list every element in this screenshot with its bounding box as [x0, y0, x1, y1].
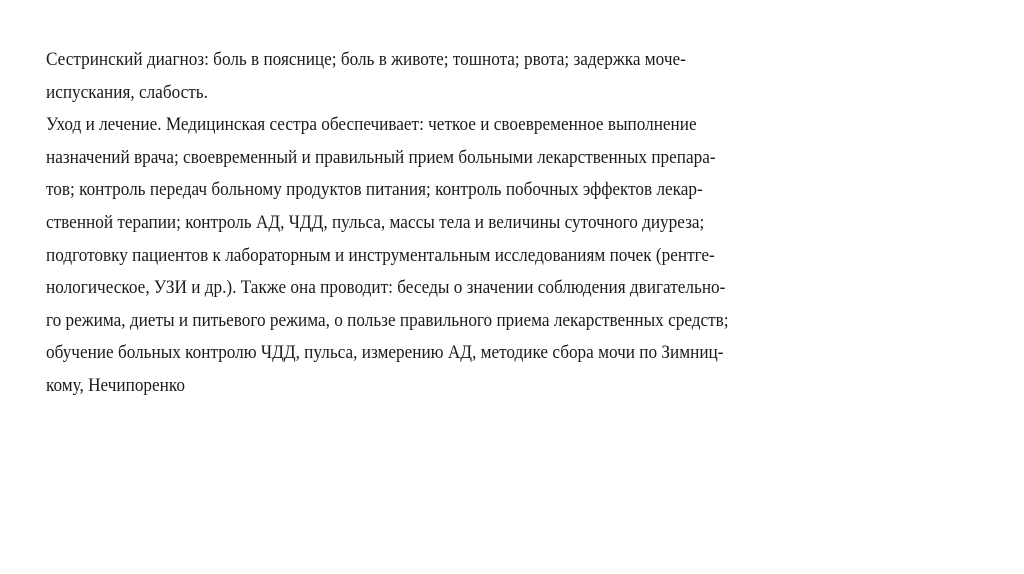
text-line: подготовку пациентов к лабораторным и инструментальным исследованиям почек (рентге-	[46, 245, 715, 266]
body-text	[46, 44, 883, 403]
text-line: назначений врача; своевременный и правильный прием больными лекарственных препара-	[46, 147, 716, 168]
text-line: обучение больных контролю ЧДД, пульса, измерению АД, методике сбора мочи по Зимниц-	[46, 343, 724, 364]
text-line: нологическое, УЗИ и др.). Также она проводит: беседы о значении соблюдения двигательно-	[46, 278, 726, 299]
text-line: Сестринский диагноз: боль в пояснице; боль в животе; тошнота; рвота; задержка моче-	[46, 50, 686, 70]
text-line: тов; контроль передач больному продуктов питания; контроль побочных эффектов лекар-	[46, 180, 703, 201]
text-line: кому, Нечипоренко	[46, 375, 185, 396]
text-line: испускания, слабость.	[46, 82, 208, 103]
text-line: ственной терапии; контроль АД, ЧДД, пульса, массы тела и величины суточного диуреза;	[46, 212, 705, 233]
text-line: Уход и лечение. Медицинская сестра обеспечивает: четкое и своевременное выполнение	[46, 115, 697, 136]
text-line: го режима, диеты и питьевого режима, о пользе правильного приема лекарственных средств;	[46, 310, 729, 331]
